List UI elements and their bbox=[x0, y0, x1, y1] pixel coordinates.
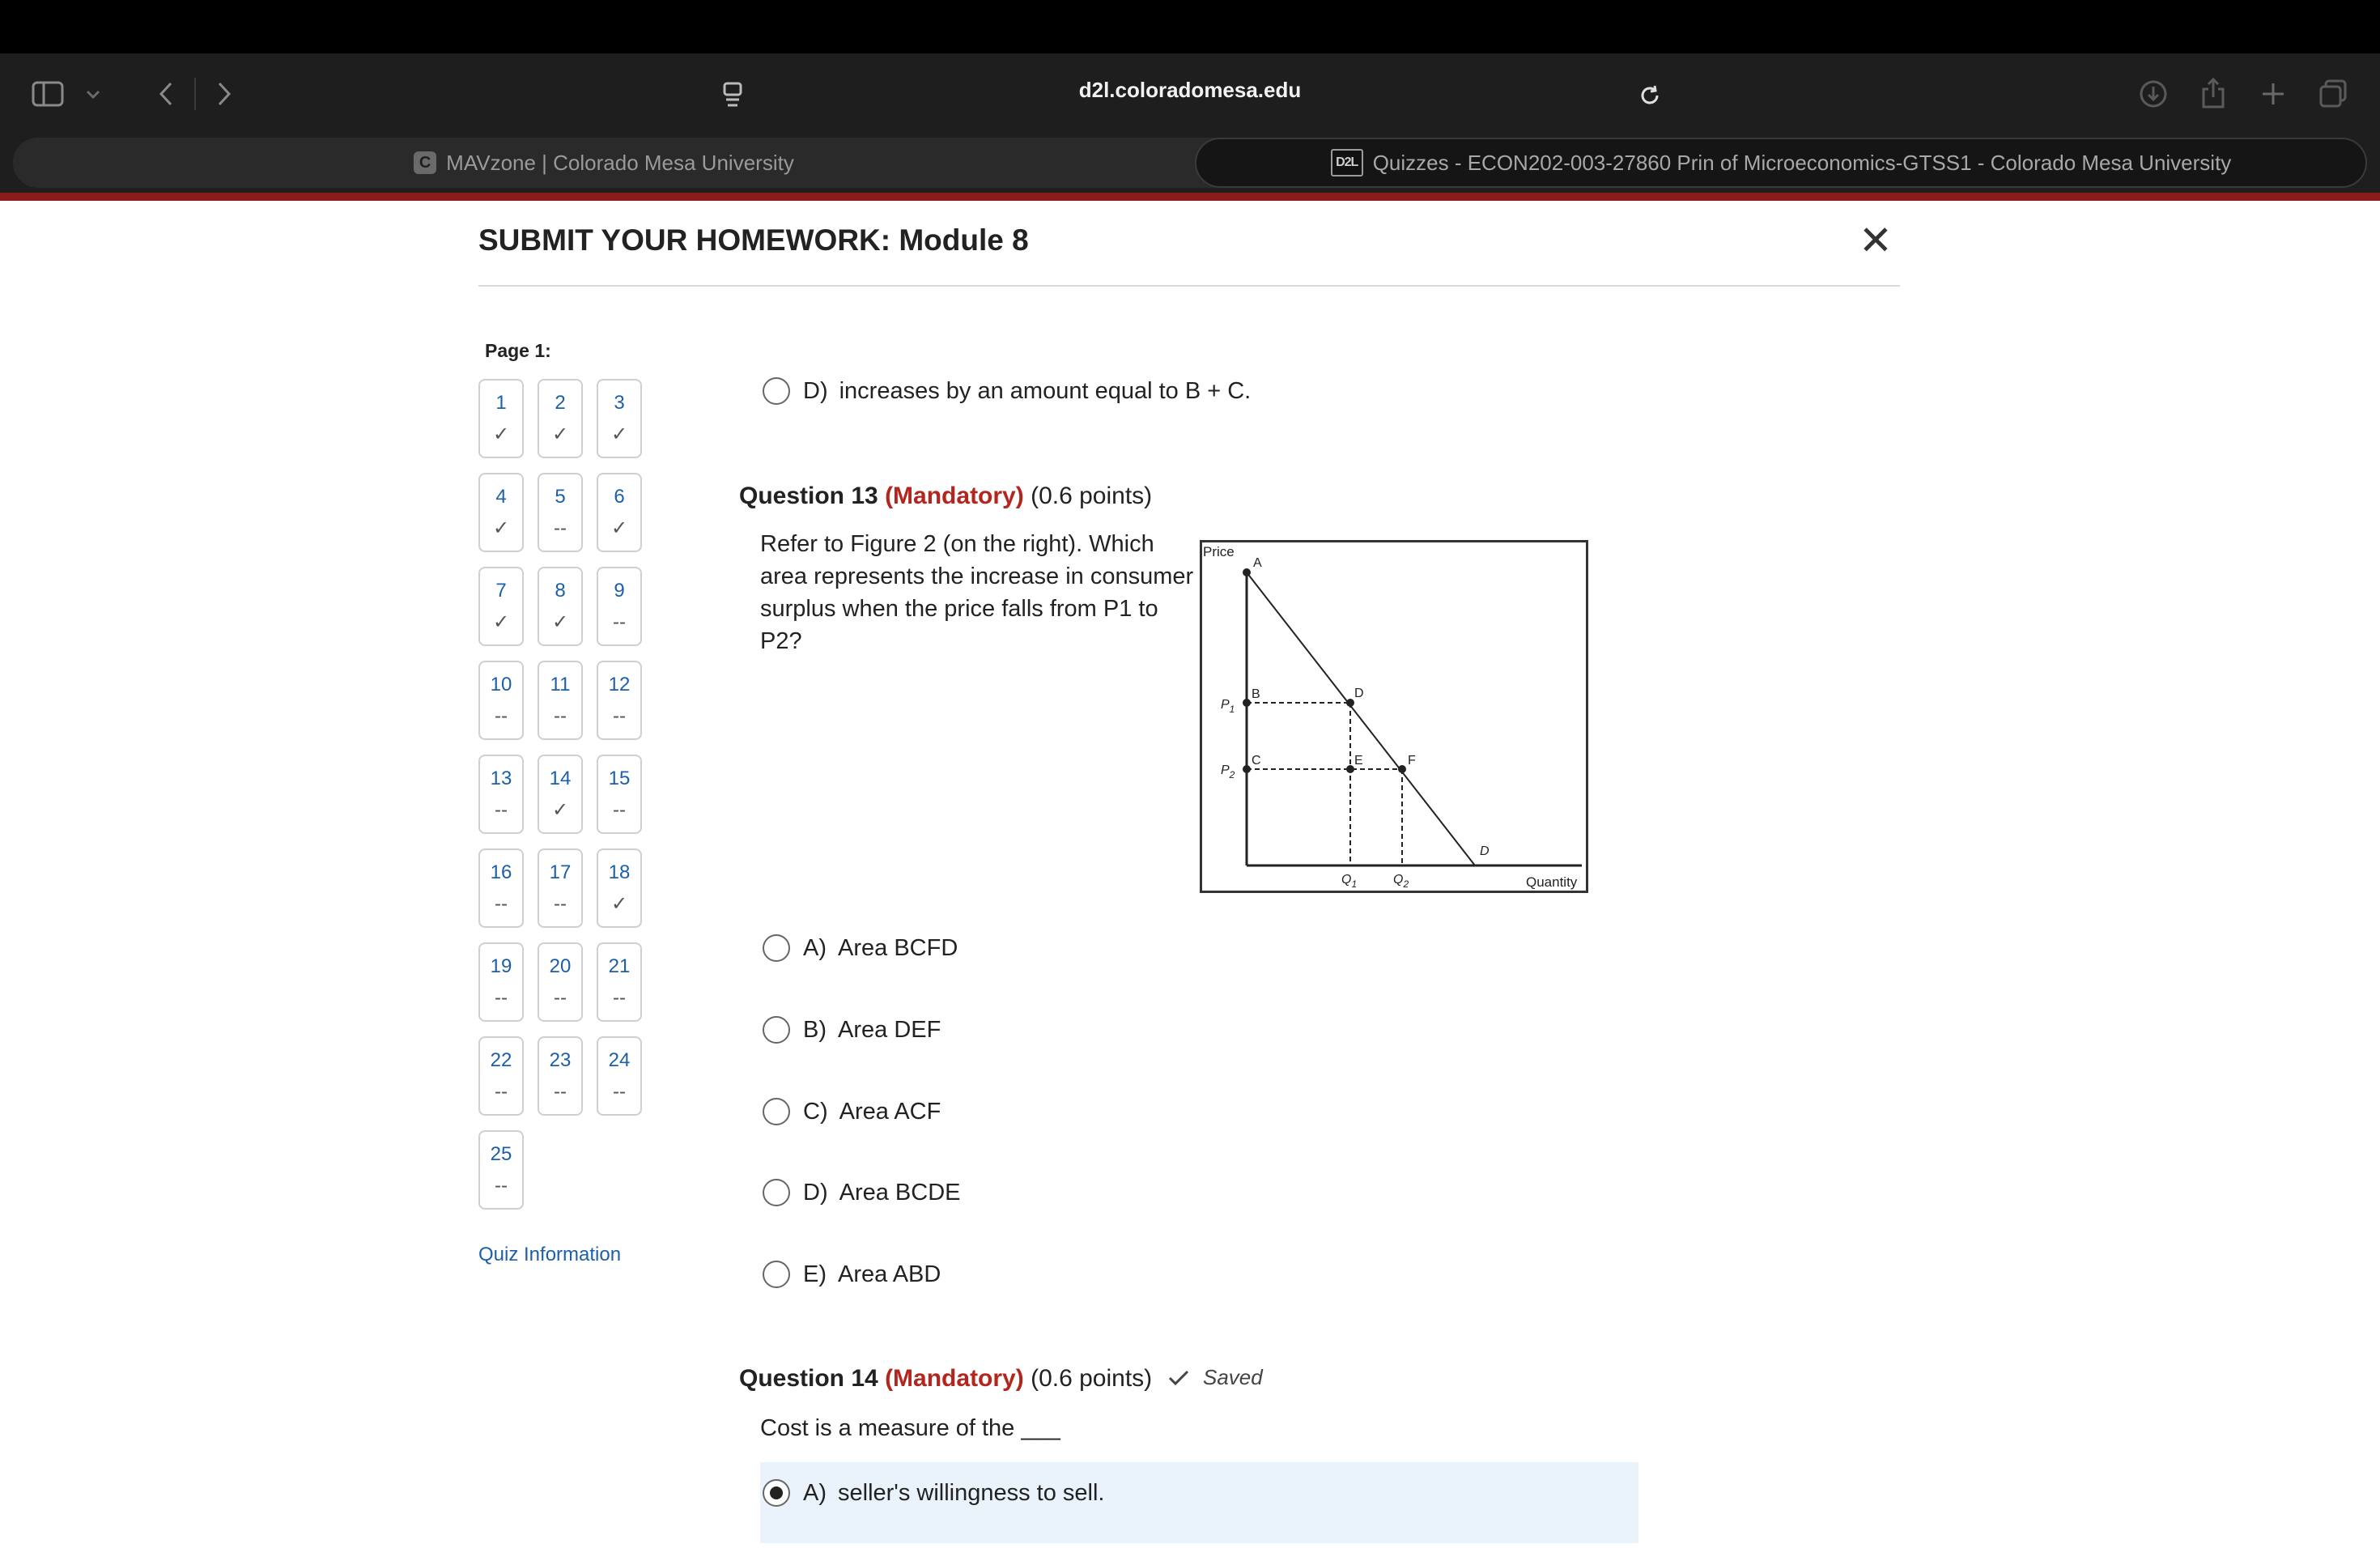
title-divider bbox=[478, 285, 1900, 287]
question-number: 19 bbox=[490, 955, 512, 977]
question-number: 25 bbox=[490, 1143, 512, 1165]
option-text: Area ACF bbox=[839, 1098, 941, 1125]
page-label: Page 1: bbox=[485, 340, 551, 361]
tab-favicon: C bbox=[414, 151, 436, 174]
option-label: D) bbox=[803, 1179, 828, 1206]
point-f bbox=[1398, 765, 1406, 773]
tab-quizzes[interactable] bbox=[1195, 138, 2367, 188]
question-number: 10 bbox=[490, 674, 512, 695]
curve-label-d: D bbox=[1480, 844, 1490, 858]
answered-check-icon: ✓ bbox=[610, 423, 628, 445]
answered-check-icon: ✓ bbox=[551, 423, 569, 445]
q14-option-a[interactable] bbox=[763, 1479, 1105, 1507]
radio-button[interactable] bbox=[763, 1098, 790, 1125]
question-number: 20 bbox=[549, 955, 572, 977]
question-nav-17[interactable] bbox=[538, 848, 583, 928]
question-number: 4 bbox=[495, 486, 507, 508]
radio-button[interactable] bbox=[763, 1261, 790, 1288]
unanswered-status: -- bbox=[495, 1081, 508, 1103]
p2-main: P bbox=[1221, 763, 1230, 777]
mandatory-label: (Mandatory) bbox=[885, 483, 1024, 509]
unanswered-status: -- bbox=[613, 705, 626, 727]
radio-button[interactable] bbox=[763, 1016, 790, 1044]
unanswered-status: -- bbox=[495, 987, 508, 1009]
answered-check-icon: ✓ bbox=[492, 423, 510, 445]
tab-label: Quizzes - ECON202-003-27860 Prin of Microeconomics-GTSS1 - Colorado Mesa University bbox=[1372, 150, 2232, 175]
quiz-information-link[interactable]: Quiz Information bbox=[478, 1244, 622, 1265]
figure-2-demand-graph bbox=[1200, 540, 1588, 893]
question-number: 2 bbox=[555, 392, 566, 414]
label-b: B bbox=[1252, 687, 1260, 701]
q13-option-e[interactable] bbox=[763, 1261, 941, 1288]
point-e bbox=[1346, 765, 1354, 773]
question-number: 5 bbox=[555, 486, 566, 508]
question-number: 12 bbox=[608, 674, 631, 695]
chevron-down-icon[interactable] bbox=[81, 83, 105, 107]
tab-mavzone[interactable] bbox=[13, 138, 1195, 188]
question-number: 11 bbox=[550, 674, 571, 695]
saved-label: Saved bbox=[1203, 1365, 1263, 1389]
option-label: D) bbox=[803, 377, 828, 404]
question-nav-8[interactable] bbox=[538, 567, 583, 646]
q13-option-c[interactable] bbox=[763, 1098, 941, 1125]
points-label: (0.6 points) bbox=[1031, 483, 1153, 509]
answered-check-icon: ✓ bbox=[492, 517, 510, 539]
question-nav-25[interactable] bbox=[478, 1130, 524, 1210]
unanswered-status: -- bbox=[495, 705, 508, 727]
unanswered-status: -- bbox=[495, 893, 508, 915]
unanswered-status: -- bbox=[554, 705, 567, 727]
answered-check-icon: ✓ bbox=[610, 517, 628, 539]
answered-check-icon: ✓ bbox=[610, 893, 628, 915]
question-nav-4[interactable] bbox=[478, 473, 524, 552]
unanswered-status: -- bbox=[495, 1175, 508, 1197]
question-number: 13 bbox=[490, 768, 512, 789]
question-number: 17 bbox=[549, 861, 572, 883]
question-nav-2[interactable] bbox=[538, 379, 583, 458]
question-nav-16[interactable] bbox=[478, 848, 524, 928]
download-icon[interactable] bbox=[2137, 78, 2170, 110]
question-nav-5[interactable] bbox=[538, 473, 583, 552]
question-number: 24 bbox=[608, 1049, 631, 1071]
unanswered-status: -- bbox=[554, 1081, 567, 1103]
q2-sub: 2 bbox=[1403, 878, 1409, 890]
unanswered-status: -- bbox=[613, 611, 626, 633]
new-tab-icon[interactable] bbox=[2257, 78, 2289, 110]
radio-button-selected[interactable] bbox=[763, 1479, 790, 1507]
sidebar-icon[interactable] bbox=[28, 78, 68, 110]
q13-option-d[interactable] bbox=[763, 1179, 961, 1206]
question-number: 8 bbox=[555, 580, 566, 602]
question-number: 16 bbox=[490, 861, 512, 883]
option-text: seller's willingness to sell. bbox=[838, 1479, 1105, 1506]
question-13-header bbox=[739, 483, 1152, 510]
point-c bbox=[1243, 765, 1251, 773]
label-c: C bbox=[1252, 754, 1261, 768]
figure-border bbox=[1201, 542, 1587, 892]
unanswered-status: -- bbox=[554, 987, 567, 1009]
points-label: (0.6 points) bbox=[1031, 1365, 1153, 1392]
tab-favicon: D2L bbox=[1331, 149, 1363, 176]
point-d bbox=[1346, 699, 1354, 707]
unanswered-status: -- bbox=[613, 799, 626, 821]
p1-main: P bbox=[1221, 698, 1230, 712]
page-accent-bar bbox=[0, 193, 2380, 201]
question-nav-21[interactable] bbox=[597, 942, 642, 1022]
q13-option-b[interactable] bbox=[763, 1016, 941, 1044]
question-nav-13[interactable] bbox=[478, 755, 524, 834]
share-icon[interactable] bbox=[2197, 74, 2229, 112]
unanswered-status: -- bbox=[554, 893, 567, 915]
question-nav-22[interactable] bbox=[478, 1036, 524, 1116]
prev-option-d[interactable] bbox=[763, 377, 1251, 405]
question-nav-9[interactable] bbox=[597, 567, 642, 646]
question-nav-3[interactable] bbox=[597, 379, 642, 458]
question-number: 23 bbox=[549, 1049, 572, 1071]
question-number: 6 bbox=[614, 486, 625, 508]
forward-icon[interactable] bbox=[212, 78, 236, 110]
option-text: Area DEF bbox=[838, 1016, 941, 1043]
p1-sub: 1 bbox=[1229, 704, 1235, 715]
tab-overview-icon[interactable] bbox=[2317, 78, 2349, 110]
answered-check-icon: ✓ bbox=[492, 611, 510, 633]
system-top-bar bbox=[0, 0, 2380, 53]
question-nav-15[interactable] bbox=[597, 755, 642, 834]
reload-icon[interactable] bbox=[1635, 81, 1664, 110]
x-axis-label: Quantity bbox=[1526, 874, 1578, 890]
address-bar[interactable]: d2l.coloradomesa.edu bbox=[1078, 78, 1302, 102]
question-number: 18 bbox=[608, 861, 631, 883]
unanswered-status: -- bbox=[495, 799, 508, 821]
option-label: C) bbox=[803, 1098, 828, 1125]
question-nav-6[interactable] bbox=[597, 473, 642, 552]
q1-sub: 1 bbox=[1351, 878, 1358, 890]
question-nav-19[interactable] bbox=[478, 942, 524, 1022]
answered-check-icon: ✓ bbox=[551, 799, 569, 821]
question-number: 1 bbox=[495, 392, 507, 414]
q2-main: Q bbox=[1393, 873, 1404, 887]
question-nav-1[interactable] bbox=[478, 379, 524, 458]
question-number: Question 14 bbox=[739, 1365, 878, 1392]
question-number: 21 bbox=[608, 955, 631, 977]
option-label: B) bbox=[803, 1016, 827, 1043]
radio-button[interactable] bbox=[763, 934, 790, 962]
question-number: 14 bbox=[549, 768, 572, 789]
radio-button[interactable] bbox=[763, 1179, 790, 1206]
question-number: 7 bbox=[495, 580, 507, 602]
page-menu-icon[interactable] bbox=[720, 79, 745, 112]
question-nav-12[interactable] bbox=[597, 661, 642, 740]
question-nav-11[interactable] bbox=[538, 661, 583, 740]
question-number: 15 bbox=[608, 768, 631, 789]
question-number: 9 bbox=[614, 580, 625, 602]
back-icon[interactable] bbox=[154, 78, 178, 110]
tab-label: MAVzone | Colorado Mesa University bbox=[446, 150, 794, 175]
question-14-header bbox=[739, 1365, 1152, 1393]
label-a: A bbox=[1253, 556, 1262, 570]
question-13-text: Refer to Figure 2 (on the right). Which area represents the increase in consumer surplus when the price falls from P1 to P2? bbox=[760, 531, 1194, 654]
saved-status bbox=[1167, 1365, 1263, 1390]
question-nav-24[interactable] bbox=[597, 1036, 642, 1116]
label-e: E bbox=[1354, 754, 1363, 768]
q1-main: Q bbox=[1341, 873, 1352, 887]
option-label: E) bbox=[803, 1261, 827, 1287]
option-text: Area BCDE bbox=[839, 1179, 961, 1206]
question-nav-20[interactable] bbox=[538, 942, 583, 1022]
y-axis-label: Price bbox=[1203, 544, 1235, 559]
question-14-text: Cost is a measure of the ___ bbox=[760, 1415, 1060, 1441]
point-b bbox=[1243, 699, 1251, 707]
question-number: Question 13 bbox=[739, 483, 878, 509]
option-text: Area ABD bbox=[838, 1261, 941, 1287]
q13-option-a[interactable] bbox=[763, 934, 958, 962]
question-navigator bbox=[478, 379, 642, 1210]
label-f: F bbox=[1408, 754, 1416, 768]
unanswered-status: -- bbox=[554, 517, 567, 539]
answered-check-icon: ✓ bbox=[551, 611, 569, 633]
check-icon bbox=[1167, 1369, 1190, 1387]
close-icon[interactable]: ✕ bbox=[1859, 218, 1893, 263]
page-title: SUBMIT YOUR HOMEWORK: Module 8 bbox=[478, 223, 1029, 257]
point-a bbox=[1243, 568, 1251, 576]
question-nav-23[interactable] bbox=[538, 1036, 583, 1116]
option-label: A) bbox=[803, 1479, 827, 1506]
unanswered-status: -- bbox=[613, 1081, 626, 1103]
divider bbox=[194, 78, 196, 110]
label-d: D bbox=[1354, 687, 1364, 700]
option-text: increases by an amount equal to B + C. bbox=[839, 377, 1252, 404]
question-nav-18[interactable] bbox=[597, 848, 642, 928]
option-text: Area BCFD bbox=[838, 934, 958, 961]
question-nav-10[interactable] bbox=[478, 661, 524, 740]
question-nav-7[interactable] bbox=[478, 567, 524, 646]
unanswered-status: -- bbox=[613, 987, 626, 1009]
question-number: 22 bbox=[490, 1049, 512, 1071]
mandatory-label: (Mandatory) bbox=[885, 1365, 1024, 1392]
option-label: A) bbox=[803, 934, 827, 961]
radio-button[interactable] bbox=[763, 377, 790, 405]
tab-bar bbox=[13, 138, 2367, 188]
question-number: 3 bbox=[614, 392, 625, 414]
question-nav-14[interactable] bbox=[538, 755, 583, 834]
p2-sub: 2 bbox=[1229, 769, 1235, 780]
